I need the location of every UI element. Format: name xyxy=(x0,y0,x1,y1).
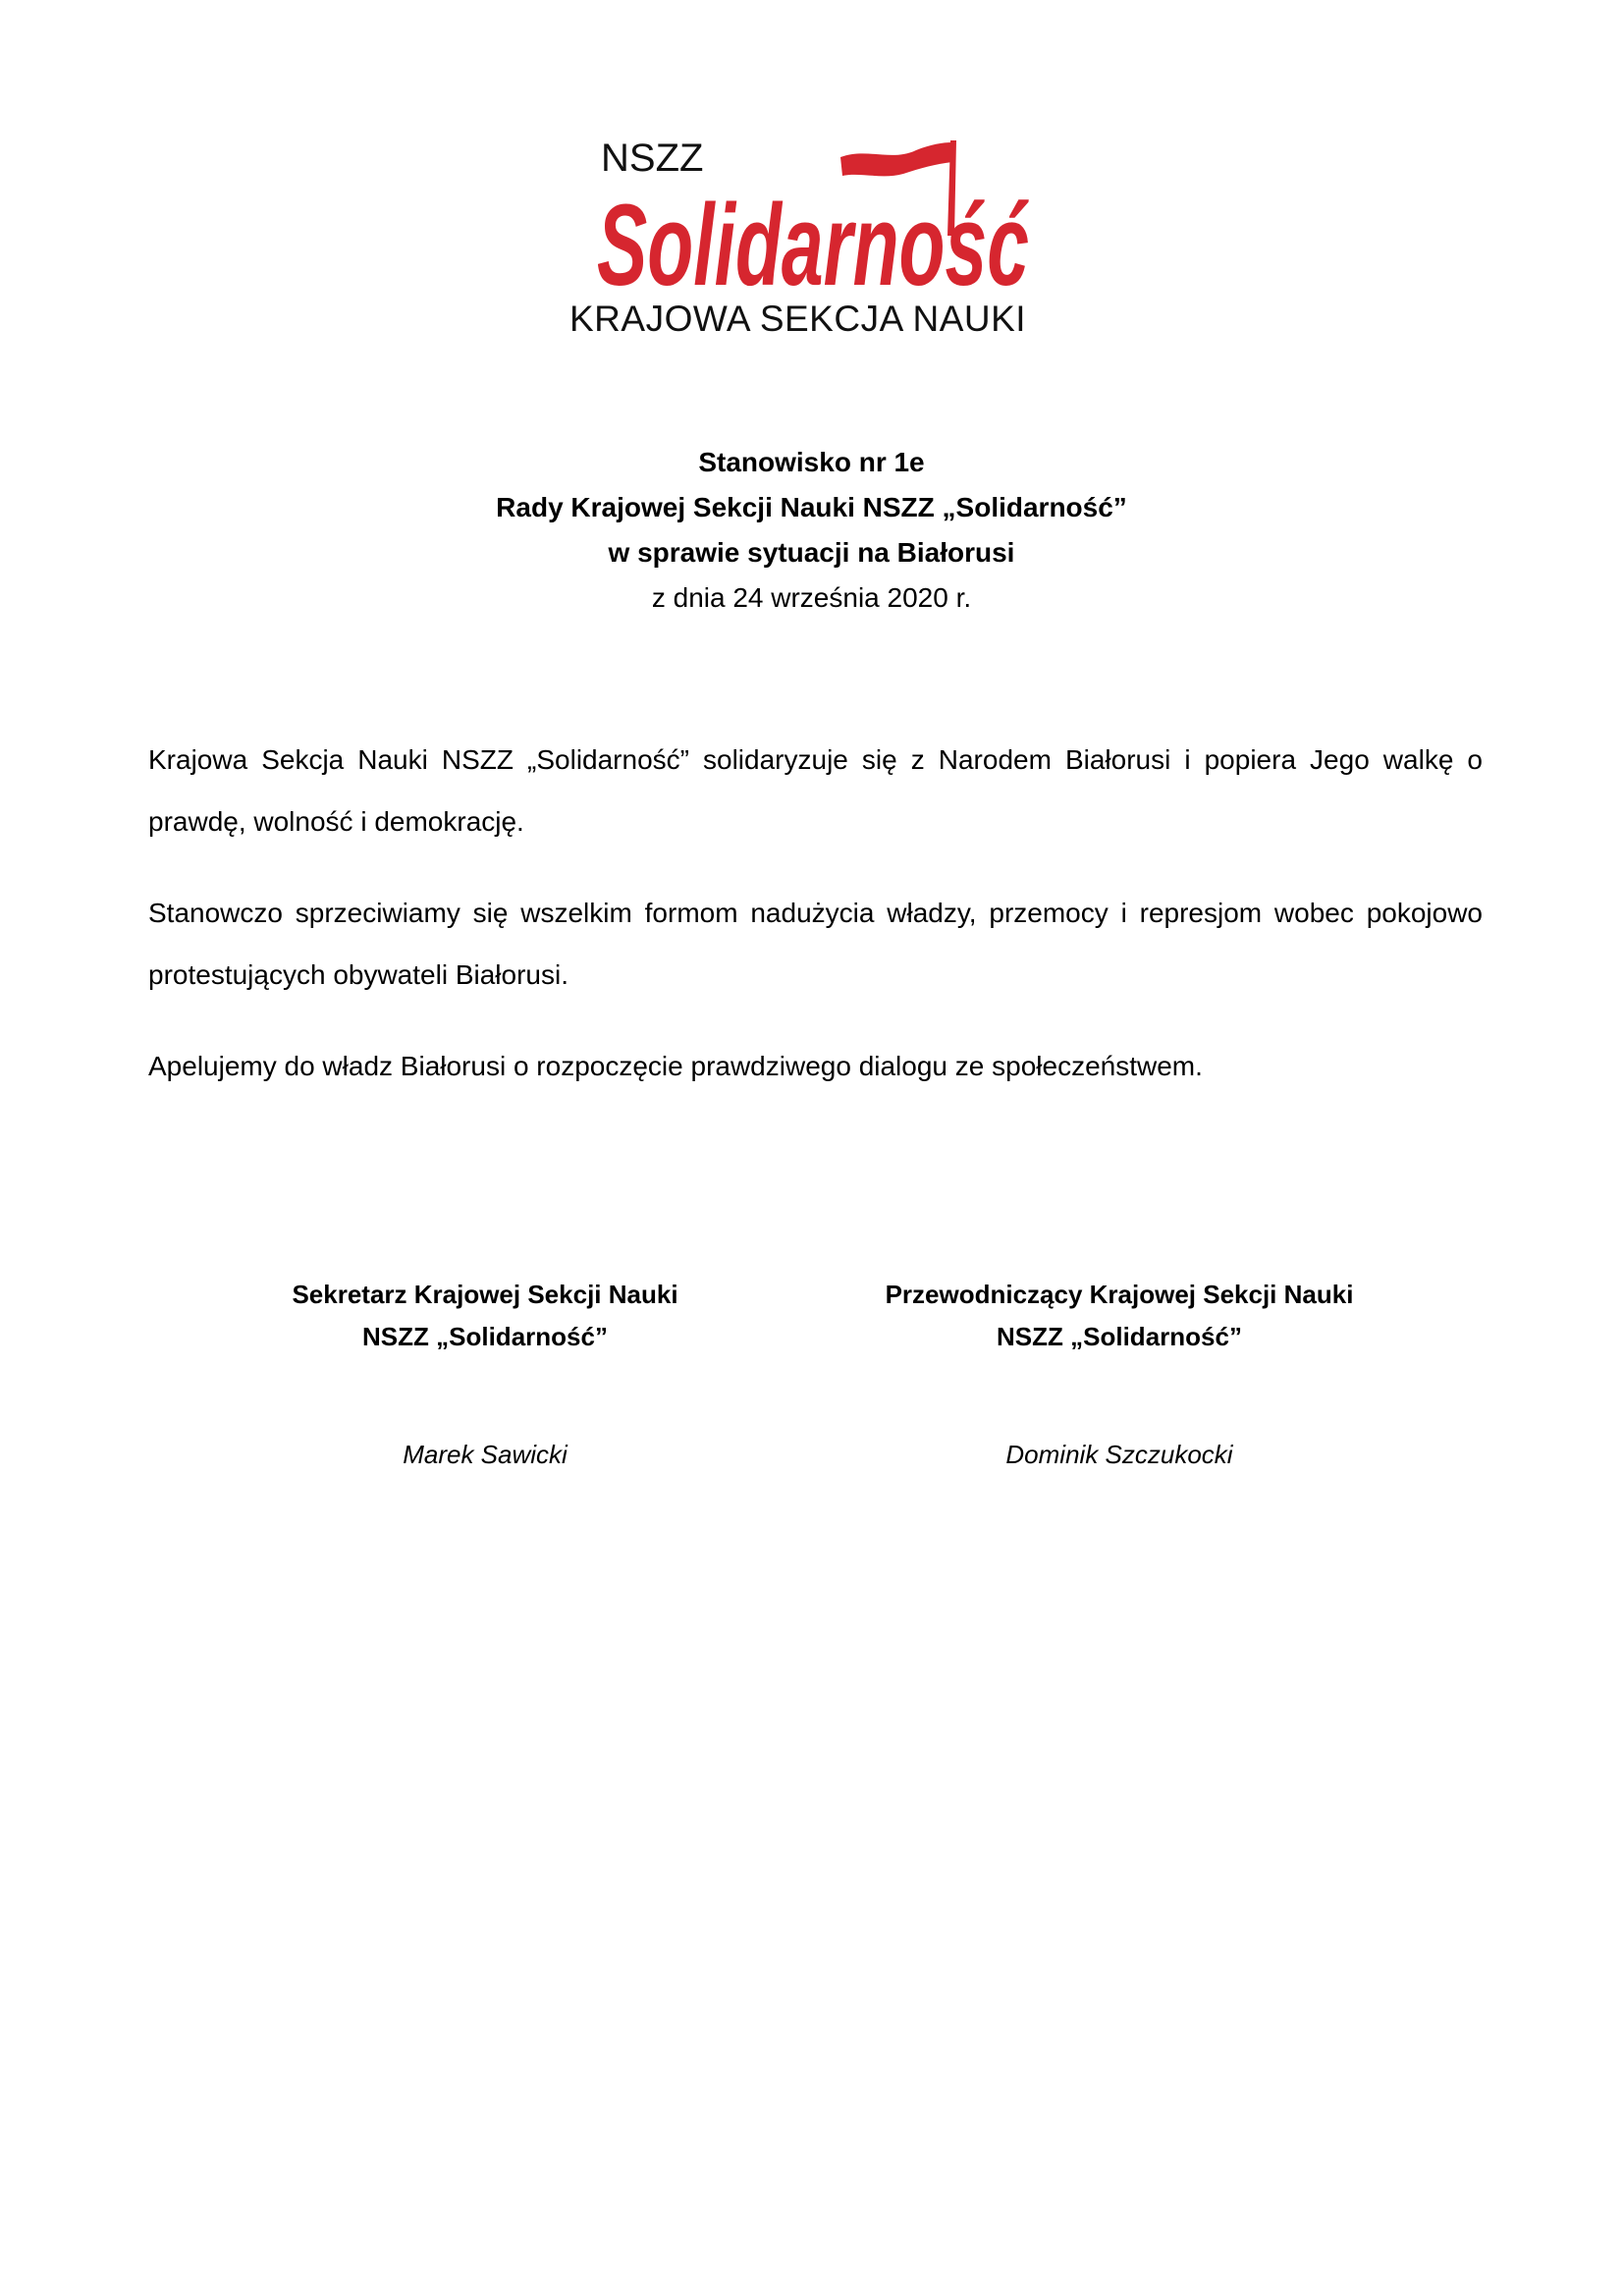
logo-nszz-text: NSZZ xyxy=(601,137,704,180)
statement-heading xyxy=(0,440,1623,621)
statement-council: Rady Krajowej Sekcji Nauki NSZZ „Solidarność” xyxy=(496,492,1127,522)
signature-secretary xyxy=(190,1274,780,1474)
statement-subject: w sprawie sytuacji na Białorusi xyxy=(608,537,1015,568)
logo-section-text: KRAJOWA SEKCJA NAUKI xyxy=(569,299,1027,339)
signature-name: Marek Sawicki xyxy=(403,1440,568,1469)
signature-role: Sekretarz Krajowej Sekcji Nauki xyxy=(292,1280,678,1309)
statement-number: Stanowisko nr 1e xyxy=(698,447,925,477)
statement-date: z dnia 24 września 2020 r. xyxy=(651,582,972,613)
signature-organization: NSZZ „Solidarność” xyxy=(997,1322,1242,1351)
body-paragraph: Apelujemy do władz Białorusi o rozpoczęcie prawdziwego dialogu ze społeczeństwem. xyxy=(148,1051,1203,1081)
statement-body xyxy=(148,729,1483,1126)
solidarnosc-logo xyxy=(565,133,1075,354)
solidarnosc-wordmark-icon xyxy=(597,133,1039,310)
signature-chairman xyxy=(825,1274,1414,1474)
signature-role: Przewodniczący Krajowej Sekcji Nauki xyxy=(885,1280,1354,1309)
signature-name: Dominik Szczukocki xyxy=(1005,1440,1233,1469)
logo-wordmark-text: Solidarność xyxy=(597,181,1030,310)
body-paragraph: Stanowczo sprzeciwiamy się wszelkim formom nadużycia władzy, przemocy i represjom wobec pokojowo protestujących obywateli Białorusi. xyxy=(148,898,1483,990)
body-paragraph: Krajowa Sekcja Nauki NSZZ „Solidarność” solidaryzuje się z Narodem Białorusi i popiera Jego walkę o prawdę, wolność i demokrację. xyxy=(148,744,1483,837)
signature-organization: NSZZ „Solidarność” xyxy=(362,1322,608,1351)
